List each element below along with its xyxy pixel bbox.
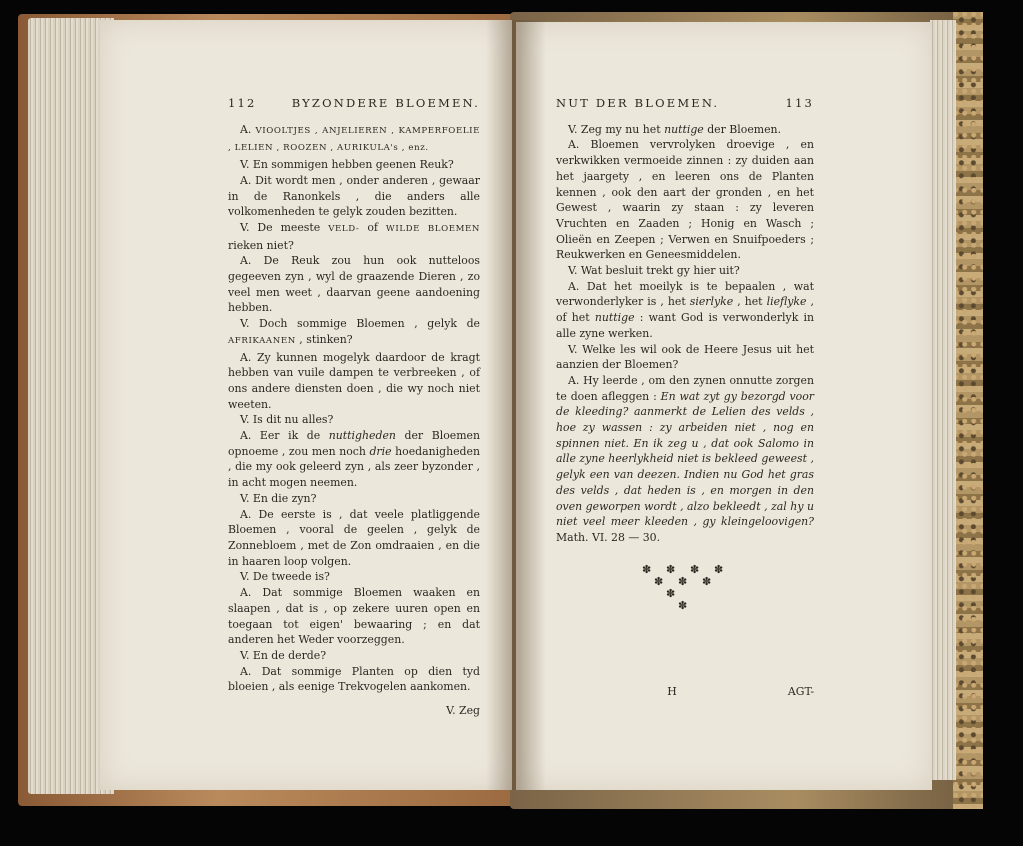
- text-segment: A. Dit wordt men , onder anderen , gewaar in de Ranonkels , die anders alle volkomenheden te gelyk zouden bezitten.: [228, 173, 480, 219]
- text-paragraph: [228, 664, 480, 695]
- text-segment: V. Welke les wil ook de Heere Jesus uit het aanzien der Bloemen?: [556, 342, 814, 372]
- text-paragraph: [228, 648, 480, 664]
- text-paragraph: [228, 122, 480, 157]
- left-running-title: BYZONDERE BLOEMEN.: [291, 96, 480, 110]
- text-segment: WILDE BLOEMEN: [385, 223, 481, 234]
- ornament-flower: ✽: [654, 574, 664, 588]
- left-page-text: [228, 96, 480, 719]
- text-paragraph: [228, 507, 480, 570]
- text-paragraph: [228, 220, 480, 253]
- text-segment: , het: [733, 295, 767, 309]
- text-segment: drie: [369, 444, 392, 458]
- text-paragraph: [556, 279, 814, 342]
- text-segment: A. Dat sommige Planten op dien tyd bloeien , als eenige Trekvogelen aankomen.: [228, 664, 480, 694]
- text-segment: rieken niet?: [228, 238, 294, 252]
- right-paragraphs: [556, 122, 814, 546]
- text-segment: Math. VI. 28 — 30.: [556, 530, 661, 544]
- text-segment: V. En die zyn?: [240, 491, 317, 505]
- text-segment: V. Wat besluit trekt gy hier uit?: [568, 264, 740, 278]
- text-paragraph: [228, 157, 480, 173]
- text-segment: V. Doch sommige Bloemen , gelyk de: [240, 317, 480, 331]
- ornament-flower: ✽: [666, 586, 676, 600]
- text-paragraph: [556, 373, 814, 546]
- signature-mark: H: [667, 684, 677, 698]
- text-paragraph: [556, 137, 814, 263]
- text-paragraph: [228, 253, 480, 316]
- ornament-flower: ✽: [714, 562, 724, 576]
- left-page-number: 112: [228, 96, 257, 110]
- text-segment: der Bloemen.: [703, 122, 782, 136]
- right-foot-line: [556, 684, 814, 700]
- text-segment: VIOOLTJES , ANJELIEREN , KAMPERFOELIE , LELIEN , ROOZEN , AURIKULA's , enz.: [228, 125, 480, 154]
- right-running-head: [556, 96, 814, 112]
- text-segment: V. De meeste: [240, 220, 329, 234]
- text-segment: A. Dat sommige Bloemen waaken en slaapen , dat is , op zekere uuren open en toegaan tot eigen' bewaaring ; en dat anderen het Weder voorzeggen.: [228, 586, 480, 647]
- text-paragraph: [228, 173, 480, 220]
- text-segment: A.: [240, 122, 256, 136]
- text-segment: En wat zyt gy bezorgd voor de kleeding? aanmerkt de Lelien des velds , hoe zy wassen : zy arbeiden niet , nog en spinnen niet. En ik zeg u , dat ook Salomo in alle zyne heerlykheid niet is bekleed geweest , gelyk een van deezen. Indien nu God het gras des velds , dat heden is , en morgen in den oven geworpen wordt , alzo bekleedt , zal hy u niet veel meer kleeden , gy kleingeloovigen?: [556, 389, 814, 529]
- text-segment: V. Is dit nu alles?: [240, 413, 334, 427]
- text-paragraph: [228, 491, 480, 507]
- left-catchword-line: [228, 703, 480, 719]
- ornament-flower: ✽: [642, 562, 652, 576]
- text-segment: A. Hy leerde , om den zynen onnutte zorgen te doen afleggen :: [556, 373, 814, 403]
- text-segment: sierlyke: [689, 295, 734, 309]
- text-segment: A. Zy kunnen mogelyk daardoor de kragt hebben van vuile dampen te verbreeken , of ons andere diensten doen , die wy noch niet weeten.: [228, 350, 480, 411]
- left-paragraphs: [228, 122, 480, 695]
- text-paragraph: [556, 263, 814, 279]
- left-running-head: [228, 96, 480, 112]
- ornament-flower: ✽: [702, 574, 712, 588]
- marbled-edge: [953, 12, 983, 809]
- right-page-edges: [930, 20, 956, 780]
- text-paragraph: [228, 428, 480, 491]
- text-segment: , of het: [556, 295, 814, 325]
- text-paragraph: [228, 412, 480, 428]
- text-segment: A. De Reuk zou hun ook nutteloos gegeeven zyn , wyl de graazende Dieren , zo veel men weet , daarvan geene aandoening hebben.: [228, 254, 480, 315]
- text-paragraph: [228, 316, 480, 349]
- text-segment: A. Bloemen vervrolyken droevige , en verkwikken vermoeide zinnen : zy duiden aan het jaargety , en leeren ons de Planten kennen , ook den aart der gronden , en het Gewest , waarin zy staan : zy leveren Vruchten en Zaaden ; Honig en Wasch ; Olieën en Zeepen ; Verwen en Snuifpoeders ; Reukwerken en Geneesmiddelen.: [556, 138, 814, 262]
- text-segment: nuttige: [664, 122, 704, 136]
- text-segment: A. Dat het moeilyk is te bepaalen , wat verwonderlyker is , het: [556, 279, 814, 309]
- text-segment: lieflyke: [766, 295, 807, 309]
- text-segment: V. En de derde?: [240, 648, 327, 662]
- text-segment: der Bloemen opnoeme , zou men noch: [228, 429, 480, 458]
- text-segment: nuttige: [594, 311, 635, 325]
- text-segment: of: [359, 220, 386, 234]
- ornament-flower: ✽: [678, 598, 688, 612]
- text-segment: hoedanigheden , die my ook geleerd zyn , als zeer byzonder , in acht mogen neemen.: [228, 444, 480, 490]
- left-catchword: V. Zeg: [446, 704, 480, 718]
- ornament-flower: ✽: [690, 562, 700, 576]
- text-segment: V. Zeg my nu het: [568, 122, 665, 136]
- text-segment: AFRIKAANEN: [228, 335, 296, 346]
- text-paragraph: [228, 585, 480, 648]
- text-paragraph: [228, 569, 480, 585]
- text-segment: A. De eerste is , dat veele platliggende Bloemen , vooral de geelen , gelyk de Zonnebloem , met de Zon omdraaien , en die in haaren loop volgen.: [228, 507, 480, 568]
- text-segment: V. En sommigen hebben geenen Reuk?: [240, 158, 454, 172]
- text-paragraph: [228, 350, 480, 413]
- text-segment: VELD-: [328, 223, 360, 234]
- text-paragraph: [556, 122, 814, 138]
- text-paragraph: [556, 342, 814, 373]
- text-segment: A. Eer ik de: [240, 429, 329, 443]
- ornament-flower: ✽: [666, 562, 676, 576]
- floral-ornament: [640, 564, 730, 614]
- text-segment: : want God is verwonderlyk in alle zyne werken.: [556, 311, 814, 340]
- right-catchword: AGT-: [787, 684, 814, 698]
- book-gutter: [486, 20, 546, 790]
- text-segment: nuttigheden: [328, 429, 396, 443]
- text-segment: , stinken?: [295, 332, 353, 346]
- right-page-number: 113: [785, 96, 814, 110]
- right-running-title: NUT DER BLOEMEN.: [556, 96, 720, 110]
- right-page-text: [556, 96, 814, 699]
- ornament-flower: ✽: [678, 574, 688, 588]
- text-segment: V. De tweede is?: [240, 570, 330, 584]
